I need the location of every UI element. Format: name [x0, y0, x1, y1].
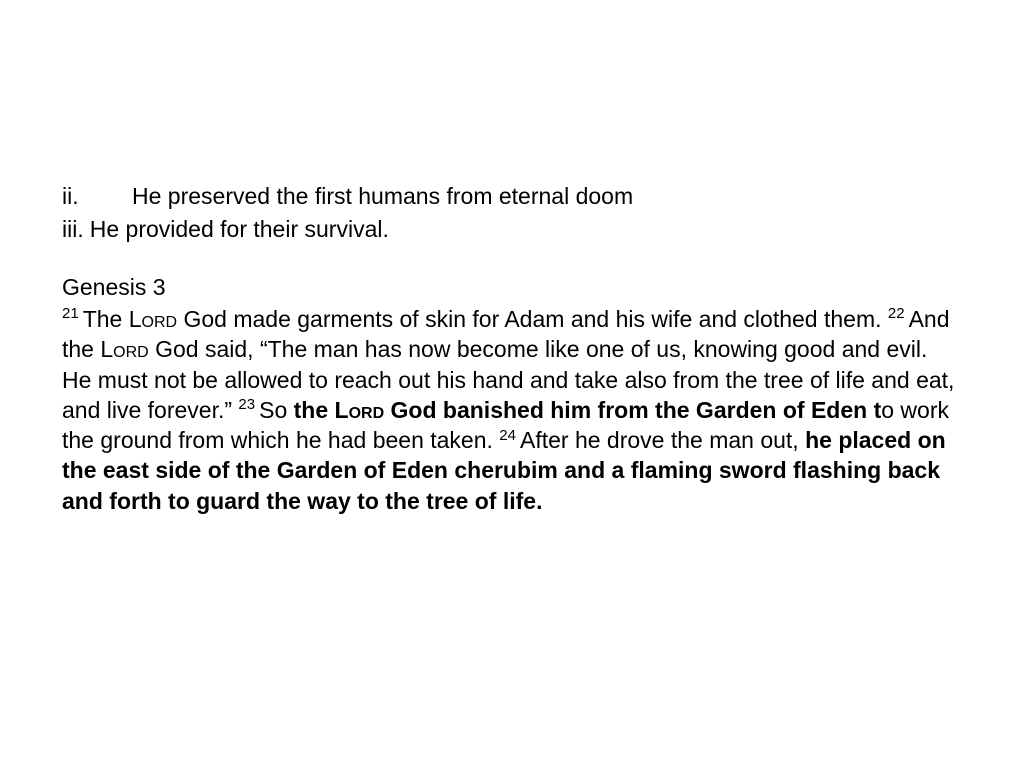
scripture-passage	[62, 304, 962, 516]
divine-name: Lord	[128, 306, 178, 332]
passage-text: And the	[62, 306, 950, 363]
passage-text: God said, “The man has now become like one of us, knowing good and evil. He must not be allowed to reach out his hand and take also from the tree of life and eat, and live forever.”	[62, 336, 955, 423]
passage-text: The	[82, 306, 129, 332]
passage-text: So	[259, 396, 294, 423]
divine-name: Lord	[334, 396, 385, 423]
verse-number: 21	[62, 305, 79, 323]
emphasized-text: the	[293, 396, 335, 423]
spacer	[62, 246, 962, 272]
emphasized-text: he placed on the east side of the Garden of Eden cherubim and a flaming sword flashing back and forth to guard the way to the tree of life.	[62, 427, 946, 514]
list-item-iii	[62, 213, 962, 246]
passage-text: After he drove the man out,	[519, 427, 806, 454]
verse-number: 22	[887, 305, 905, 323]
passage-text: o work the ground from which he had been taken.	[62, 396, 949, 454]
emphasized-text: God banished him from the Garden of Eden t	[384, 396, 882, 423]
divine-name: Lord	[100, 336, 149, 363]
list-item-ii	[62, 180, 962, 213]
verse-number: 23	[238, 396, 256, 414]
list-item-text: He preserved the first humans from eternal doom	[132, 183, 634, 209]
slide-content	[62, 180, 962, 516]
list-item-text: He provided for their survival.	[89, 216, 389, 242]
list-marker: iii.	[62, 216, 84, 242]
passage-text: God made garments of skin for Adam and his wife and clothed them.	[177, 306, 888, 332]
list-marker: ii.	[62, 183, 79, 209]
verse-number: 24	[499, 426, 516, 444]
passage-reference: Genesis 3	[62, 274, 166, 300]
